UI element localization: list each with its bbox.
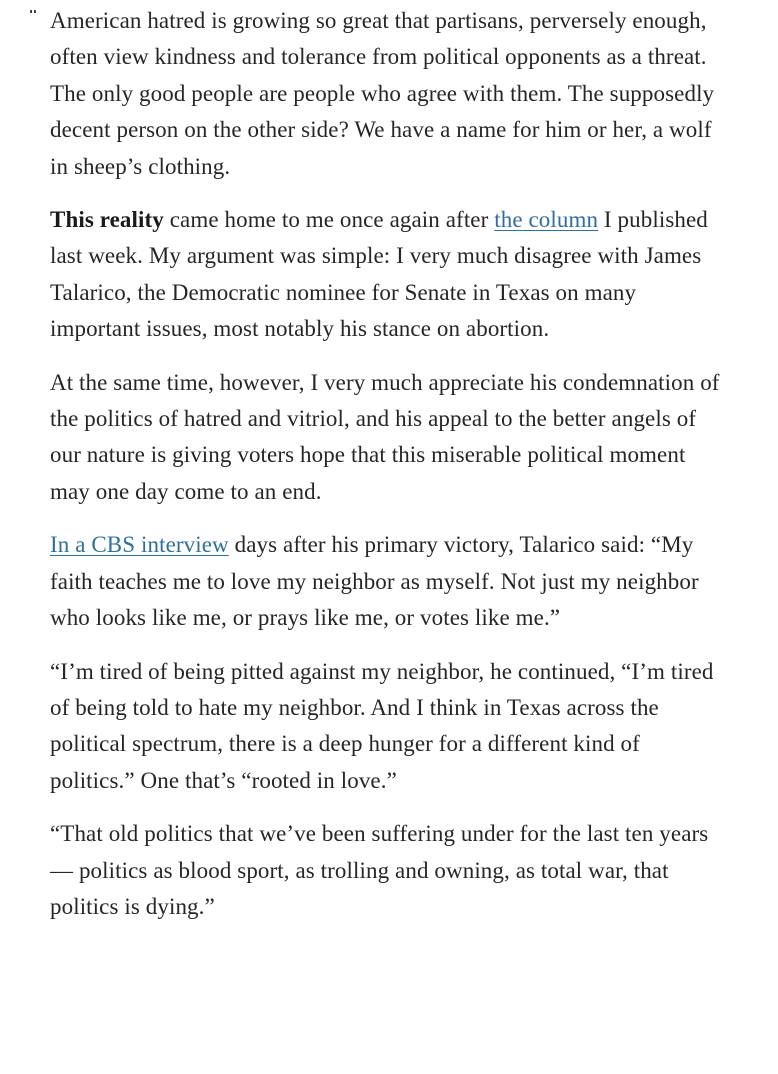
paragraph-3: At the same time, however, I very much appreciate his condemnation of the politics of hatred and vitriol, and his appeal to the better angels of our nature is giving voters hope that this miserable political moment may one day come to an end. (50, 369, 720, 504)
paragraph-1: American hatred is growing so great that partisans, perversely enough, often view kindness and tolerance from political opponents as a threat. The only good people are people who agree with them. The supposedly decent person on the other side? We have a name for him or her, a wolf in sheep’s clothing. (50, 8, 715, 179)
the-column-link[interactable]: the column (494, 207, 599, 233)
paragraph-4 (50, 527, 720, 636)
paragraph-4-text: days after his primary victory, Talarico said: “My faith teaches me to love my neighbor as myself. Not just my neighbor who looks like me, or prays like me, or votes like me.” (50, 532, 699, 631)
paragraph-2-text-b: I published last week. My argument was simple: I very much disagree with James Talarico, the Democratic nominee for Senate in Texas on many important issues, most notably his stance on abortion. (50, 207, 708, 342)
article-body (50, 3, 720, 942)
paragraph-6: “That old politics that we’ve been suffering under for the last ten years — politics as blood sport, as trolling and owning, as total war, that politics is dying.” (50, 821, 709, 919)
cbs-interview-link[interactable]: In a CBS interview (50, 532, 229, 558)
paragraph-2 (50, 202, 720, 348)
paragraph-5: “I’m tired of being pitted against my neighbor, he continued, “I’m tired of being told to hate my neighbor. And I think in Texas across the political spectrum, there is a deep hunger for a different kind of politics.” One that’s “rooted in love.” (50, 658, 714, 793)
lead-in-bold: This reality (50, 207, 164, 233)
cropped-quote-mark (30, 0, 38, 3)
paragraph-2-text-a: came home to me once again after (163, 207, 495, 233)
